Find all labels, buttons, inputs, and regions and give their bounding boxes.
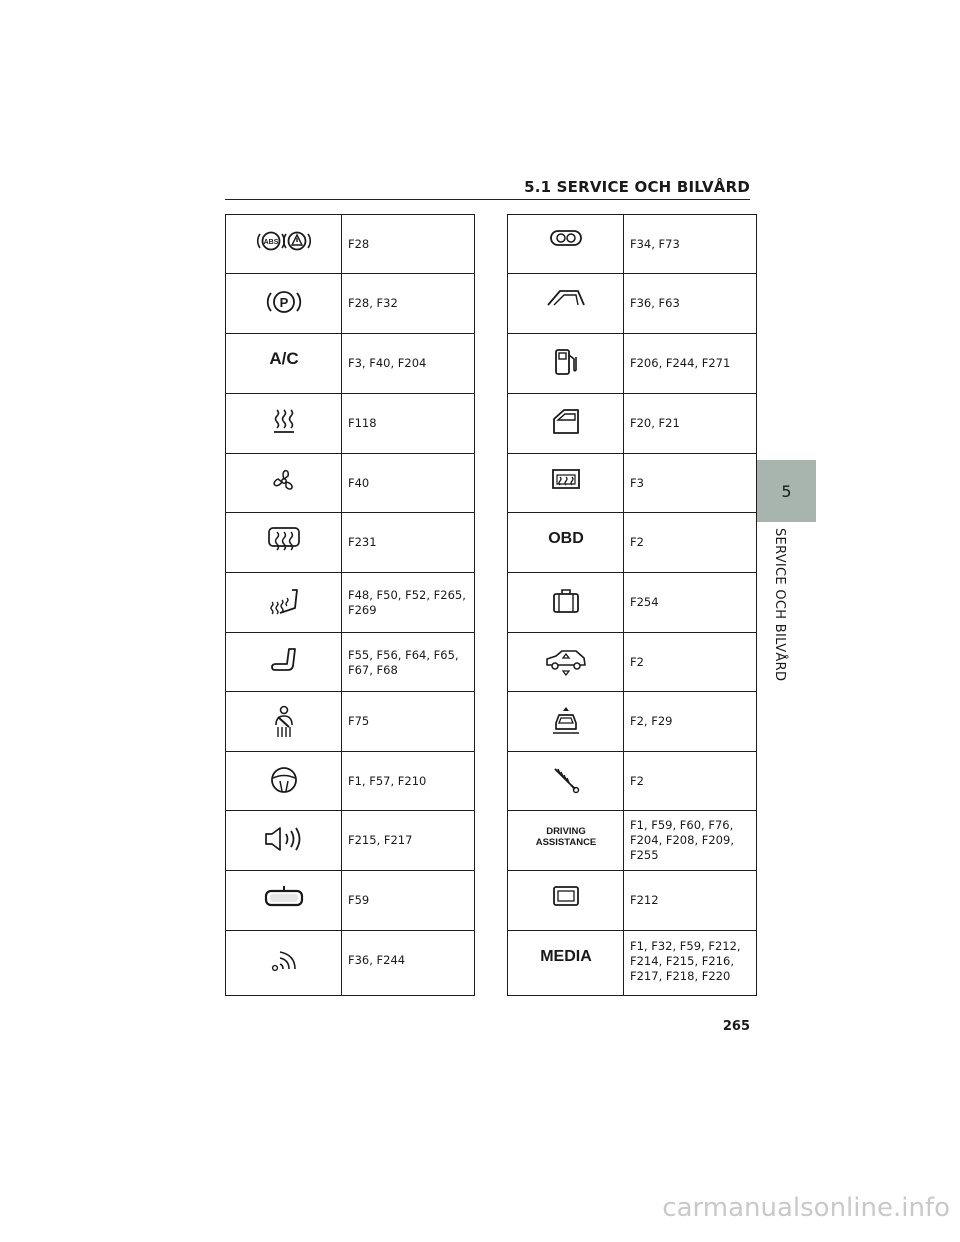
reference-text: F2: [630, 535, 644, 549]
steering-wheel-icon: [269, 765, 299, 795]
reference-cell: [342, 633, 475, 692]
reference-cell: [342, 871, 475, 931]
reference-text: F2, F29: [630, 714, 673, 728]
table-row: [226, 454, 475, 513]
svg-text:MEDIA: MEDIA: [539, 948, 592, 965]
reference-text: F34, F73: [630, 237, 680, 251]
table-row: [508, 871, 757, 931]
car-lift-icon: [550, 705, 582, 737]
driving-assistance-icon: [531, 824, 601, 850]
icon-cell: [226, 334, 342, 394]
right-reference-table: [507, 214, 757, 996]
page-number: 265: [722, 1019, 750, 1034]
reference-text: F1, F32, F59, F212, F214, F215, F216, F217, F218, F220: [630, 939, 741, 983]
display-screen-icon: [551, 884, 581, 908]
reference-cell: [624, 274, 757, 334]
reference-text: F55, F56, F64, F65, F67, F68: [348, 648, 459, 677]
icon-cell: [226, 752, 342, 811]
icon-cell: [508, 871, 624, 931]
table-row: [508, 454, 757, 513]
reference-cell: [624, 513, 757, 573]
reference-cell: [624, 931, 757, 996]
table-row: [508, 811, 757, 871]
table-row: [508, 752, 757, 811]
reference-cell: [342, 513, 475, 573]
svg-text:A/C: A/C: [268, 349, 299, 368]
rear-view-mirror-icon: [262, 884, 306, 908]
icon-cell: [226, 811, 342, 871]
svg-text:OBD: OBD: [547, 530, 584, 547]
suspension-height-icon: [544, 646, 588, 676]
table-row: [508, 394, 757, 454]
table-row: [226, 871, 475, 931]
table-row: [508, 573, 757, 633]
fan-icon: [270, 467, 298, 495]
icon-cell: [508, 811, 624, 871]
icon-cell: [226, 513, 342, 573]
reference-cell: [342, 394, 475, 454]
table-row: [226, 633, 475, 692]
left-reference-table: [225, 214, 475, 996]
reference-cell: [624, 454, 757, 513]
parking-brake-icon: [264, 287, 304, 317]
seat-heating-icon: [266, 586, 302, 618]
reference-text: F3: [630, 476, 644, 490]
speaker-icon: [262, 824, 306, 854]
svg-text:ASSISTANCE: ASSISTANCE: [535, 837, 596, 848]
reference-text: F36, F63: [630, 296, 680, 310]
reference-text: F254: [630, 595, 659, 609]
reference-cell: [342, 692, 475, 752]
reference-text: F1, F57, F210: [348, 774, 427, 788]
table-row: [226, 274, 475, 334]
table-row: [508, 334, 757, 394]
table-row: [508, 931, 757, 996]
abs-brake-warning-icon: [254, 228, 314, 254]
table-row: [226, 752, 475, 811]
reference-text: F231: [348, 535, 377, 549]
heat-icon: [272, 407, 296, 435]
header-rule: [225, 199, 750, 200]
reference-cell: [342, 274, 475, 334]
chapter-tab[interactable]: [757, 460, 816, 522]
seatbelt-icon: [272, 705, 296, 739]
reference-cell: [624, 394, 757, 454]
reference-text: F20, F21: [630, 416, 680, 430]
fuel-pump-icon: [553, 347, 579, 377]
reference-cell: [624, 215, 757, 274]
icon-cell: [508, 513, 624, 573]
icon-cell: [508, 334, 624, 394]
door-icon: [550, 407, 582, 435]
reference-cell: [624, 871, 757, 931]
luggage-icon: [551, 586, 581, 614]
chapter-number: 5: [781, 481, 792, 501]
reference-cell: [342, 752, 475, 811]
svg-text:DRIVING: DRIVING: [545, 826, 586, 837]
reference-text: F1, F59, F60, F76, F204, F208, F209, F255: [630, 818, 734, 862]
table-row: [508, 513, 757, 573]
icon-cell: [508, 692, 624, 752]
reference-cell: [624, 752, 757, 811]
reference-text: F215, F217: [348, 833, 413, 847]
reference-text: F206, F244, F271: [630, 356, 731, 370]
table-row: [508, 274, 757, 334]
icon-cell: [508, 274, 624, 334]
icon-cell: [226, 274, 342, 334]
reference-text: F2: [630, 655, 644, 669]
windshield-defrost-icon: [550, 467, 582, 493]
reference-text: F118: [348, 416, 377, 430]
svg-text:P: P: [279, 295, 288, 310]
table-row: [226, 811, 475, 871]
shock-absorber-icon: [551, 765, 581, 795]
reference-cell: [624, 633, 757, 692]
icon-cell: [226, 454, 342, 513]
reference-text: F28, F32: [348, 296, 398, 310]
reference-cell: [342, 811, 475, 871]
icon-cell: [226, 215, 342, 274]
table-row: [508, 692, 757, 752]
watermark: carmanualsonline.info: [662, 1193, 950, 1223]
reference-cell: [624, 334, 757, 394]
svg-text:ABS: ABS: [263, 239, 278, 246]
reference-text: F28: [348, 237, 370, 251]
interior-light-icon: [549, 228, 583, 248]
reference-cell: [624, 811, 757, 871]
reference-text: F3, F40, F204: [348, 356, 427, 370]
table-row: [226, 573, 475, 633]
media-icon: [536, 944, 596, 966]
reference-text: F40: [348, 476, 370, 490]
chapter-side-label: SERVICE OCH BILVÅRD: [772, 528, 787, 682]
section-header: 5.1 SERVICE OCH BILVÅRD: [524, 178, 750, 196]
rear-defrost-icon: [267, 526, 301, 552]
table-row: [226, 334, 475, 394]
icon-cell: [226, 394, 342, 454]
table-row: [508, 215, 757, 274]
reference-text: F75: [348, 714, 370, 728]
icon-cell: [226, 871, 342, 931]
reference-text: F2: [630, 774, 644, 788]
reference-cell: [624, 573, 757, 633]
icon-cell: [226, 931, 342, 996]
table-row: [226, 513, 475, 573]
icon-cell: [508, 931, 624, 996]
reference-text: F36, F244: [348, 953, 406, 967]
table-row: [508, 633, 757, 692]
icon-cell: [508, 573, 624, 633]
seat-icon: [269, 646, 299, 674]
reference-cell: [342, 215, 475, 274]
icon-cell: [508, 215, 624, 274]
reference-cell: [342, 931, 475, 996]
icon-cell: [226, 633, 342, 692]
icon-cell: [508, 633, 624, 692]
reference-text: F59: [348, 893, 370, 907]
icon-cell: [508, 454, 624, 513]
table-row: [226, 692, 475, 752]
wireless-signal-icon: [269, 944, 299, 974]
ac-icon: [264, 347, 304, 369]
reference-cell: [624, 692, 757, 752]
icon-cell: [508, 394, 624, 454]
roof-icon: [546, 287, 586, 309]
reference-text: F48, F50, F52, F265, F269: [348, 588, 466, 617]
reference-cell: [342, 334, 475, 394]
obd-icon: [544, 526, 588, 548]
table-row: [226, 931, 475, 996]
reference-cell: [342, 573, 475, 633]
icon-cell: [226, 573, 342, 633]
table-row: [226, 215, 475, 274]
reference-text: F212: [630, 893, 659, 907]
table-row: [226, 394, 475, 454]
icon-cell: [508, 752, 624, 811]
reference-cell: [342, 454, 475, 513]
icon-cell: [226, 692, 342, 752]
